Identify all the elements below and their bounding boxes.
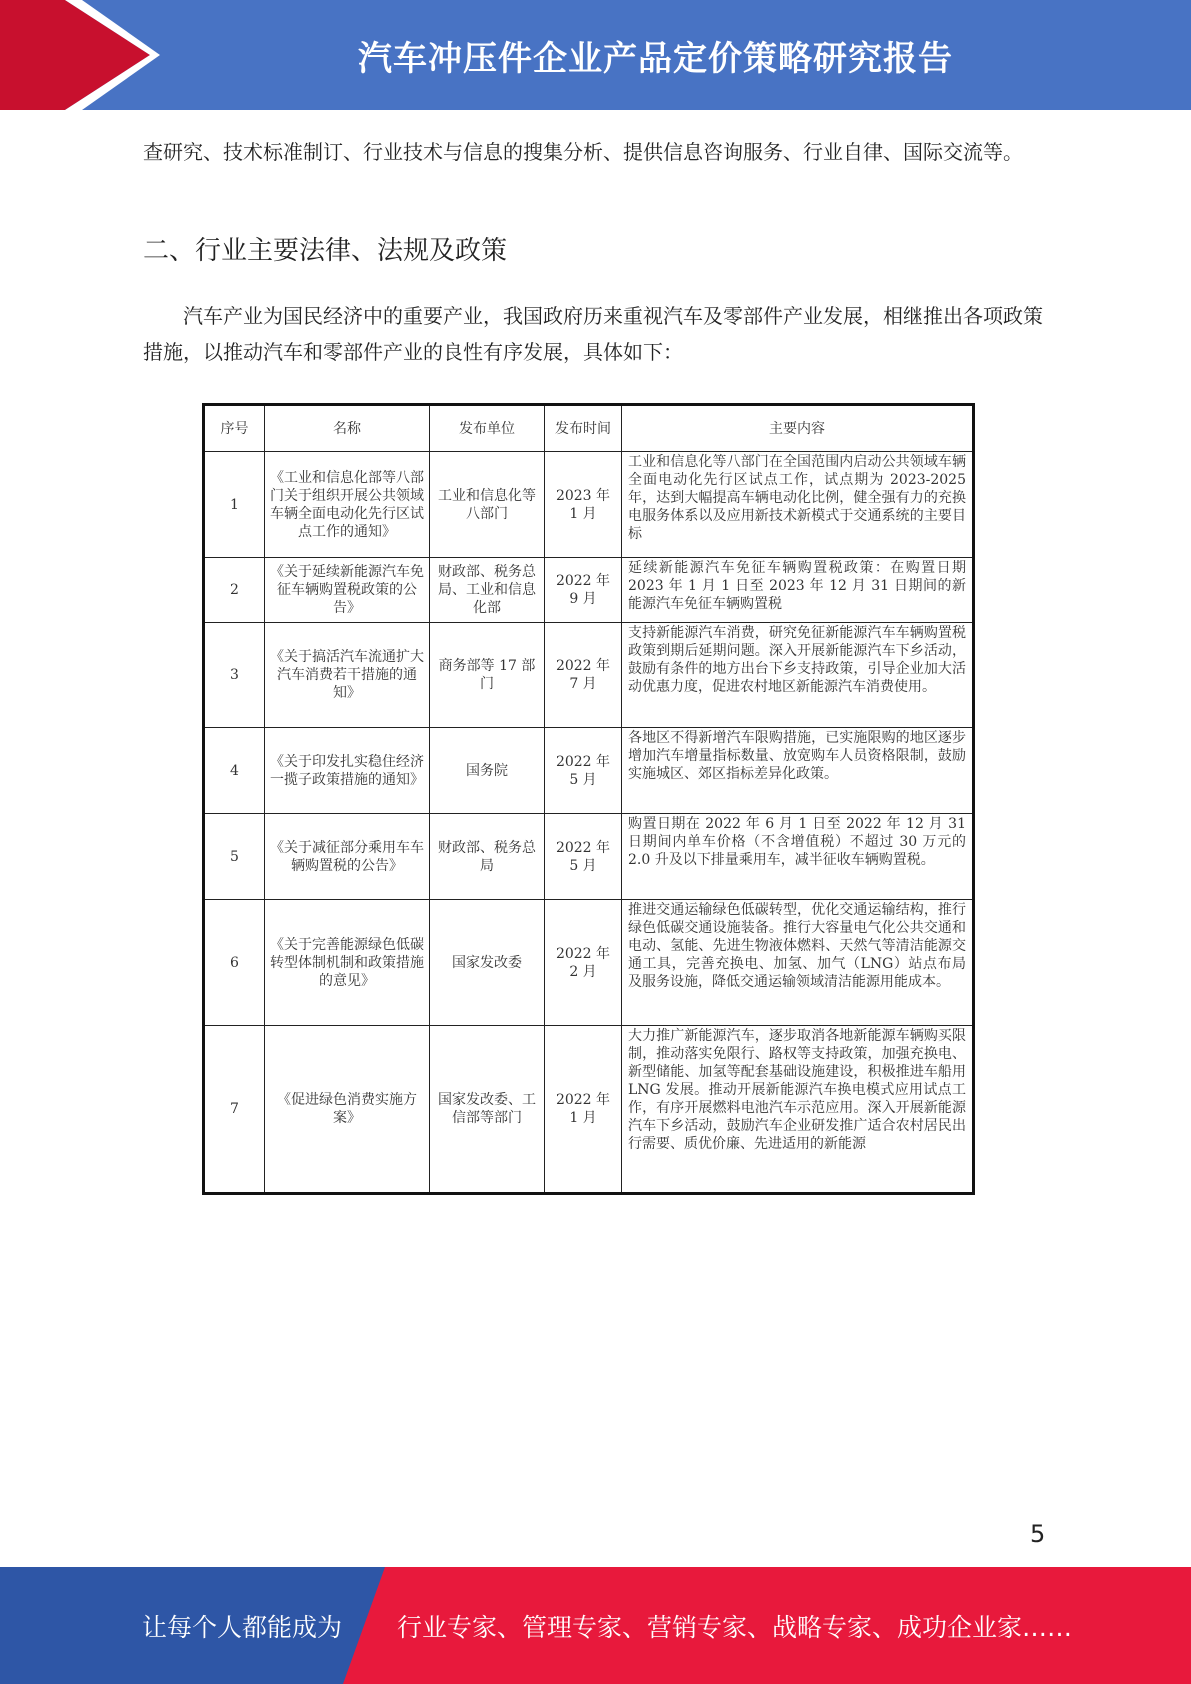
row-issuer: 国家发改委、工信部等部门 (430, 1026, 545, 1194)
row-content: 支持新能源汽车消费，研究免征新能源汽车车辆购置税政策到期后延期问题。深入开展新能源汽车下乡活动，鼓励有条件的地方出台下乡支持政策，引导企业加大活动优惠力度，促进农村地区新能源汽车消费使用。 (622, 623, 974, 728)
report-title: 汽车冲压件企业产品定价策略研究报告 (358, 38, 953, 79)
header-issuer: 发布单位 (430, 405, 545, 452)
section-paragraph: 汽车产业为国民经济中的重要产业，我国政府历来重视汽车及零部件产业发展，相继推出各项政策措施，以推动汽车和零部件产业的良性有序发展，具体如下： (143, 304, 1043, 364)
page-number: 5 (1030, 1520, 1046, 1548)
row-name: 《关于减征部分乘用车车辆购置税的公告》 (265, 814, 430, 900)
row-content: 工业和信息化等八部门在全国范围内启动公共领域车辆全面电动化先行区试点工作，试点期为 2023-2025 年，达到大幅提高车辆电动化比例，健全强有力的充换电服务体系以及应用新技术新模式于交通系统的主要目标 (622, 452, 974, 558)
table-header-row (204, 405, 974, 452)
row-content: 大力推广新能源汽车，逐步取消各地新能源车辆购买限制，推动落实免限行、路权等支持政策，加强充换电、新型储能、加氢等配套基础设施建设，积极推进车船用 LNG 发展。推动开展新能源汽车换电模式应用试点工作，有序开展燃料电池汽车示范应用。深入开展新能源汽车下乡活动，鼓励汽车企业研发推广适合农村居民出行需要、质优价廉、先进适用的新能源 (622, 1026, 974, 1194)
row-name: 《工业和信息化部等八部门关于组织开展公共领域车辆全面电动化先行区试点工作的通知》 (265, 452, 430, 558)
header-no: 序号 (204, 405, 265, 452)
policy-table (202, 403, 975, 1195)
header-banner (0, 0, 1191, 110)
row-date: 2023 年 1 月 (545, 452, 622, 558)
row-date: 2022 年 9 月 (545, 558, 622, 623)
row-no: 7 (204, 1026, 265, 1194)
section-heading: 二、行业主要法律、法规及政策 (143, 236, 508, 266)
row-content: 延续新能源汽车免征车辆购置税政策：在购置日期 2023 年 1 月 1 日至 2023 年 12 月 31 日期间的新能源汽车免征车辆购置税 (622, 558, 974, 623)
row-name: 《关于延续新能源汽车免征车辆购置税政策的公告》 (265, 558, 430, 623)
table-row (204, 814, 974, 900)
table-row (204, 558, 974, 623)
row-issuer: 国务院 (430, 728, 545, 814)
row-issuer: 财政部、税务总局 (430, 814, 545, 900)
header-content: 主要内容 (622, 405, 974, 452)
intro-paragraph: 查研究、技术标准制订、行业技术与信息的搜集分析、提供信息咨询服务、行业自律、国际交流等。 (143, 140, 1023, 164)
row-no: 1 (204, 452, 265, 558)
table-row (204, 623, 974, 728)
row-date: 2022 年 5 月 (545, 728, 622, 814)
table-row (204, 1026, 974, 1194)
row-issuer: 工业和信息化等八部门 (430, 452, 545, 558)
row-no: 5 (204, 814, 265, 900)
row-no: 3 (204, 623, 265, 728)
row-issuer: 国家发改委 (430, 900, 545, 1026)
row-date: 2022 年 1 月 (545, 1026, 622, 1194)
row-name: 《关于搞活汽车流通扩大汽车消费若干措施的通知》 (265, 623, 430, 728)
row-no: 4 (204, 728, 265, 814)
row-content: 购置日期在 2022 年 6 月 1 日至 2022 年 12 月 31 日期间内单车价格（不含增值税）不超过 30 万元的 2.0 升及以下排量乘用车，减半征收车辆购置税。 (622, 814, 974, 900)
table-row (204, 452, 974, 558)
row-content: 各地区不得新增汽车限购措施，已实施限购的地区逐步增加汽车增量指标数量、放宽购车人员资格限制，鼓励实施城区、郊区指标差异化政策。 (622, 728, 974, 814)
row-no: 2 (204, 558, 265, 623)
header-name: 名称 (265, 405, 430, 452)
row-date: 2022 年 5 月 (545, 814, 622, 900)
footer-banner (0, 1567, 1191, 1684)
row-issuer: 财政部、税务总局、工业和信息化部 (430, 558, 545, 623)
row-date: 2022 年 2 月 (545, 900, 622, 1026)
row-date: 2022 年 7 月 (545, 623, 622, 728)
table-row (204, 728, 974, 814)
row-name: 《关于完善能源绿色低碳转型体制机制和政策措施的意见》 (265, 900, 430, 1026)
row-no: 6 (204, 900, 265, 1026)
row-content: 推进交通运输绿色低碳转型，优化交通运输结构，推行绿色低碳交通设施装备。推行大容量电气化公共交通和电动、氢能、先进生物液体燃料、天然气等清洁能源交通工具，完善充换电、加氢、加气（LNG）站点布局及服务设施，降低交通运输领域清洁能源用能成本。 (622, 900, 974, 1026)
footer-slogan-right: 行业专家、管理专家、营销专家、战略专家、成功企业家…… (397, 1612, 1073, 1642)
row-name: 《促进绿色消费实施方案》 (265, 1026, 430, 1194)
table-row (204, 900, 974, 1026)
header-date: 发布时间 (545, 405, 622, 452)
row-issuer: 商务部等 17 部门 (430, 623, 545, 728)
footer-slogan-left: 让每个人都能成为 (142, 1612, 343, 1642)
row-name: 《关于印发扎实稳住经济一揽子政策措施的通知》 (265, 728, 430, 814)
